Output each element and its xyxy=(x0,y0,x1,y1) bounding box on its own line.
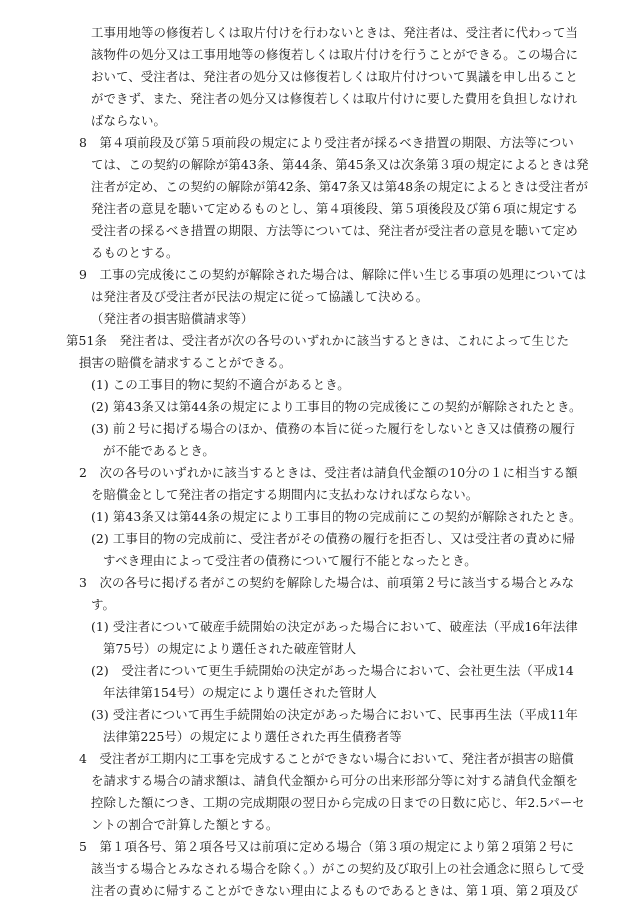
paragraph-4: 4 受注者が工期内に工事を完成することができない場合において、発注者が損害の賠償 xyxy=(79,751,574,766)
paragraph-2: 2 次の各号のいずれかに該当するときは、受注者は請負代金額の10分の１に相当する額 xyxy=(79,465,578,480)
text-line: 法律第225号）の規定により選任された再生債務者等 xyxy=(103,729,402,744)
article-51-heading: 第51条 発注者は、受注者が次の各号のいずれかに該当するときは、これによって生じた xyxy=(66,333,570,348)
text-line: が不能であるとき。 xyxy=(103,443,215,458)
text-line: 発注者の意見を聴いて定めるものとし、第４項後段、第５項後段及び第６項に規定する xyxy=(91,201,579,216)
text-line: を請求する場合の請求額は、請負代金額から可分の出来形部分等に対する請負代金額を xyxy=(91,773,579,788)
text-line: るものとする。 xyxy=(91,245,179,260)
paragraph-3: 3 次の各号に掲げる者がこの契約を解除した場合は、前項第２号に該当する場合とみな xyxy=(79,575,575,590)
text-line: を賠償金として発注者の指定する期間内に支払わなければならない。 xyxy=(91,487,479,502)
text-line: 損害の賠償を請求することができる。 xyxy=(79,355,292,370)
item-1: (1) 受注者について破産手続開始の決定があった場合において、破産法（平成16年法律 xyxy=(91,619,578,634)
text-line: 該物件の処分又は工事用地等の修復若しくは取片付けを行うことができる。この場合に xyxy=(91,47,579,62)
item-3: (3) 前２号に掲げる場合のほか、債務の本旨に従った履行をしないとき又は債務の履行 xyxy=(91,421,576,436)
text-line: すべき理由によって受注者の債務について履行不能となったとき。 xyxy=(103,553,477,568)
text-line: ては、この契約の解除が第43条、第44条、第45条又は次条第３項の規定によるときは発 xyxy=(91,157,589,172)
text-line: 該当する場合とみなされる場合を除く。）がこの契約及び取引上の社会通念に照らして受 xyxy=(91,861,585,876)
item-1: (1) 第43条又は第44条の規定により工事目的物の完成前にこの契約が解除されたとき。 xyxy=(91,509,582,524)
text-line: おいて、受注者は、発注者の処分又は修復若しくは取片付けついて異議を申し出ること xyxy=(91,69,578,84)
paragraph-9: 9 工事の完成後にこの契約が解除された場合は、解除に伴い生じる事項の処理については xyxy=(79,267,587,282)
item-2: (2) 工事目的物の完成前に、受注者がその債務の履行を拒否し、又は受注者の責めに帰 xyxy=(91,531,576,546)
article-caption: （発注者の損害賠償請求等） xyxy=(91,311,254,326)
text-line: は発注者及び受注者が民法の規定に従って協議して決める。 xyxy=(91,289,429,304)
item-1: (1) この工事目的物に契約不適合があるとき。 xyxy=(91,377,350,392)
item-3: (3) 受注者について再生手続開始の決定があった場合において、民事再生法（平成11年 xyxy=(91,707,578,722)
paragraph-8: 8 第４項前段及び第５項前段の規定により受注者が採るべき措置の期限、方法等につい xyxy=(79,135,574,150)
text-line: 年法律第154号）の規定により選任された管財人 xyxy=(103,685,377,700)
text-line: ばならない。 xyxy=(91,113,166,128)
text-line: 控除した額につき、工期の完成期限の翌日から完成の日までの日数に応じ、年2.5パーセ xyxy=(91,795,585,810)
text-line: 注者が定め、この契約の解除が第42条、第47条又は第48条の規定によるときは受注者が xyxy=(91,179,589,194)
item-2: (2) 受注者について更生手続開始の決定があった場合において、会社更生法（平成14 xyxy=(91,663,574,678)
text-line: ントの割合で計算した額とする。 xyxy=(91,817,279,832)
text-line: 注者の責めに帰することができない理由によるものであるときは、第１項、第２項及び xyxy=(91,883,579,898)
text-line: す。 xyxy=(91,597,115,612)
text-line: 受注者の採るべき措置の期限、方法等については、発注者が受注者の意見を聴いて定め xyxy=(91,223,578,238)
text-line: 第75号）の規定により選任された破産管財人 xyxy=(103,641,357,656)
paragraph-5: 5 第１項各号、第２項各号又は前項に定める場合（第３項の規定により第２項第２号に xyxy=(79,839,575,854)
item-2: (2) 第43条又は第44条の規定により工事目的物の完成後にこの契約が解除されたとき。 xyxy=(91,399,582,414)
text-line: ができず、また、発注者の処分又は修復若しくは取片付けに要した費用を負担しなけれ xyxy=(91,91,578,106)
text-line: 工事用地等の修復若しくは取片付けを行わないときは、発注者は、受注者に代わって当 xyxy=(91,25,579,40)
